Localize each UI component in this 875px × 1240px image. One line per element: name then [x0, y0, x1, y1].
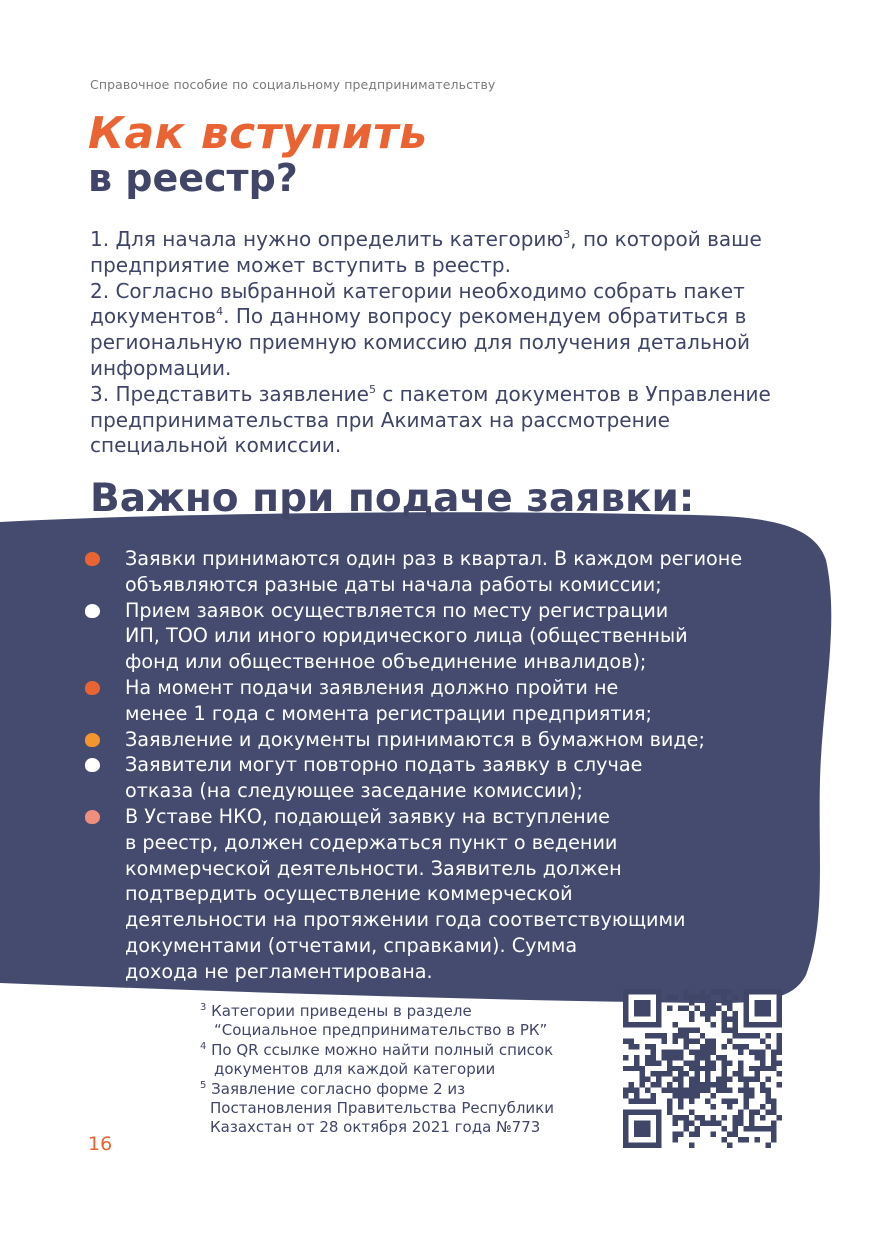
important-item [80, 804, 800, 985]
important-item-line: документами (отчетами, справками). Сумма [125, 933, 578, 957]
important-item-line: деятельности на протяжении года соответствующими [125, 908, 686, 932]
important-item-line: На момент подачи заявления должно пройти не [125, 675, 619, 699]
footnote-5-line-3: Казахстан от 28 октября 2021 года №773 [210, 1118, 541, 1137]
important-title: Важно при подаче заявки: [90, 476, 695, 521]
important-item-line: ИП, ТОО или иного юридического лица (общественный [125, 624, 688, 648]
important-item [80, 675, 800, 727]
page-title-line2: в реестр? [88, 156, 298, 200]
important-item [80, 727, 800, 753]
important-item-line: В Уставе НКО, подающей заявку на вступление [125, 804, 610, 828]
important-item-line: Заявление и документы принимаются в бумажном виде; [125, 727, 705, 751]
important-item [80, 598, 800, 675]
step-1-line-2: предприятие может вступить в реестр. [90, 252, 511, 277]
bullet-dot-icon [85, 681, 100, 695]
step-3-line-2: предпринимательства при Акиматах на рассмотрение [90, 407, 670, 432]
qr-code-icon[interactable] [623, 989, 782, 1148]
footnotes [200, 1002, 620, 1138]
important-item-line: Заявители могут повторно подать заявку в случае [125, 753, 643, 777]
important-item-line: Прием заявок осуществляется по месту регистрации [125, 598, 669, 622]
step-1-line-1: 1. Для начала нужно определить категорию$^3$, по которой ваше [90, 227, 762, 251]
page-title-line1: Как вступить [88, 108, 428, 159]
footnote-3-line-2: “Социальное предпринимательство в РК” [214, 1021, 548, 1040]
bullet-dot-icon [85, 810, 100, 824]
important-item [80, 752, 800, 804]
important-item-line: дохода не регламентирована. [125, 959, 433, 983]
important-item-line: фонд или общественное объединение инвалидов); [125, 650, 647, 674]
bullet-dot-icon [85, 758, 100, 772]
footnote-3-line-1: $^3$ Категории приведены в разделе [200, 1002, 472, 1020]
footnote-ref-4: 4 [216, 305, 224, 319]
step-2-line-3: региональную приемную комиссию для получения детальной [90, 330, 751, 355]
important-item-line: объявляются разные даты начала работы комиссии; [125, 572, 662, 596]
important-item-line: в реестр, должен содержаться пункт о ведении [125, 830, 618, 854]
running-header: Справочное пособие по социальному предпринимательству [90, 77, 496, 92]
footnote-ref-3: 3 [563, 228, 571, 241]
bullet-dot-icon [85, 552, 100, 566]
step-2-line-2: документов$^4$. По данному вопросу рекомендуем обратиться в [90, 304, 747, 329]
step-2-line-1: 2. Согласно выбранной категории необходимо собрать пакет [90, 278, 745, 303]
step-2-line-4: информации. [90, 355, 232, 380]
step-3-line-3: специальной комиссии. [90, 433, 342, 458]
footnote-ref-5: 5 [368, 382, 376, 396]
footnote-4-line-1: $^4$ По QR ссылке можно найти полный список [200, 1040, 554, 1059]
important-item-line: отказа (на следующее заседание комиссии); [125, 779, 583, 803]
important-item-line: менее 1 года с момента регистрации предприятия; [125, 701, 652, 725]
important-item-line: подтвердить осуществление коммерческой [125, 882, 573, 906]
footnote-5-line-1: $^5$ Заявление согласно форме 2 из [200, 1079, 466, 1098]
bullet-dot-icon [85, 604, 100, 618]
important-list [80, 546, 800, 985]
important-item [80, 546, 800, 598]
bullet-dot-icon [85, 733, 100, 747]
page-number: 16 [88, 1133, 113, 1155]
footnote-4-line-2: документов для каждой категории [214, 1060, 496, 1079]
step-3-line-1: 3. Представить заявление$^5$ с пакетом документов в Управление [90, 381, 771, 406]
important-item-line: Заявки принимаются один раз в квартал. В каждом регионе [125, 547, 743, 570]
footnote-5-line-2: Постановления Правительства Республики [210, 1099, 554, 1118]
important-item-line: коммерческой деятельности. Заявитель должен [125, 856, 622, 880]
